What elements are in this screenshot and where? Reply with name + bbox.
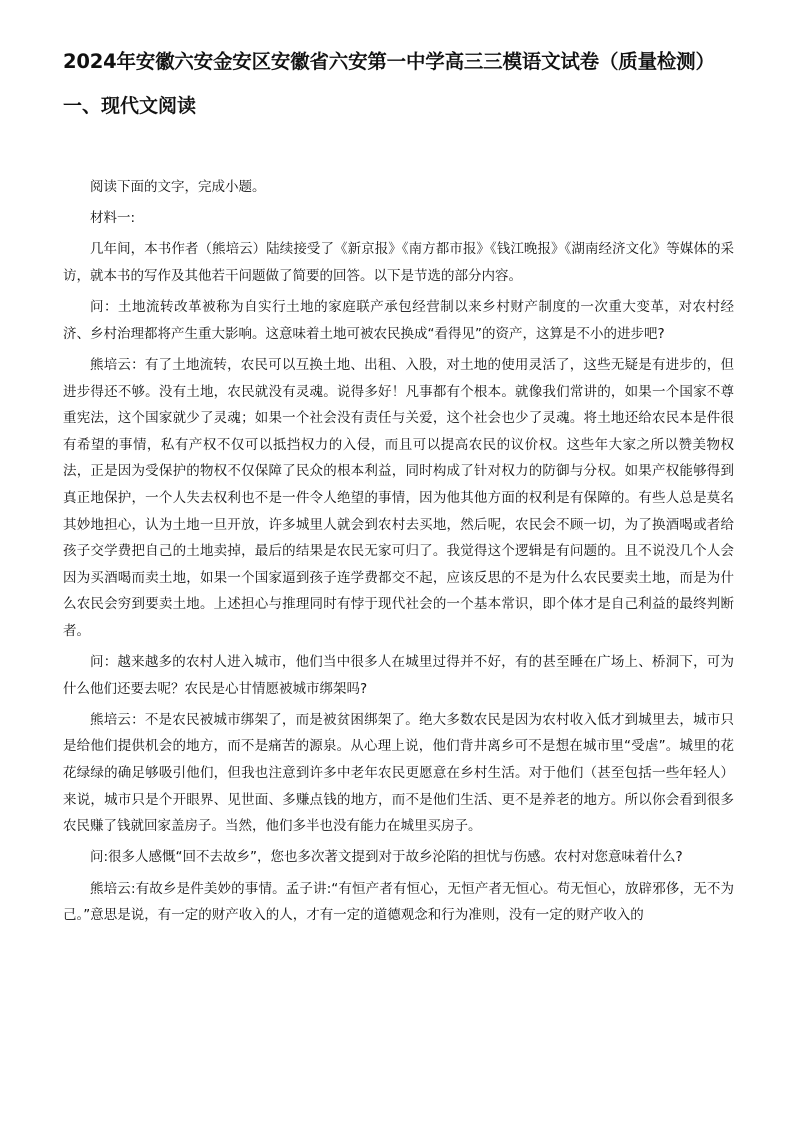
paragraph-instruction: 阅读下面的文字，完成小题。 [90,179,266,195]
page-title: 2024年安徽六安金安区安徽省六安第一中学高三三模语文试卷（质量检测） [63,50,715,73]
paragraph-material-label: 材料一: [90,210,136,227]
passage-body [63,174,734,929]
paragraph-question: 问：越来越多的农村人进入城市，他们当中很多人在城里过得并不好，有的甚至睡在广场上、桥洞下，可为什么他们还要去呢？农民是心甘情愿被城市绑架吗? [63,654,734,697]
section-heading: 一、现代文阅读 [63,95,197,117]
paragraph: 几年间，本书作者（熊培云）陆续接受了《新京报》《南方都市报》《钱江晚报》《湖南经济文化》等媒体的采访，就本书的写作及其他若干问题做了简要的回答。以下是节选的部分内容。 [63,241,734,284]
paragraph-question: 问：土地流转改革被称为自实行土地的家庭联产承包经营制以来乡村财产制度的一次重大变革，对农村经济、乡村治理都将产生重大影响。这意味着土地可被农民换成“看得见”的资产，这算是不小的进步吧? [63,299,734,342]
paragraph-answer: 熊培云：有了土地流转，农民可以互换土地、出租、入股，对土地的使用灵活了，这些无疑是有进步的，但进步得还不够。没有土地，农民就没有灵魂。说得多好！凡事都有个根本。就像我们常讲的，如果一个国家不尊重宪法，这个国家就少了灵魂；如果一个社会没有责任与关爱，这个社会也少了灵魂。将土地还给农民本是件很有希望的事情，私有产权不仅可以抵挡权力的入侵，而且可以提高农民的议价权。这些年大家之所以赞美物权法，正是因为受保护的物权不仅保障了民众的根本利益，同时构成了针对权力的防御与分权。如果产权能够得到真正地保护，一个人失去权利也不是一件令人绝望的事情，因为他其他方面的权利是有保障的。有些人总是莫名其妙地担心，认为土地一旦开放，许多城里人就会到农村去买地，然后呢，农民会不顾一切，为了换酒喝或者给孩子交学费把自己的土地卖掉，最后的结果是农民无家可归了。我觉得这个逻辑是有问题的。且不说没几个人会因为买酒喝而卖土地，如果一个国家逼到孩子连学费都交不起，应该反思的不是为什么农民要卖土地，而是为什么农民会穷到要卖土地。上述担心与推理同时有悖于现代社会的一个基本常识，即个体才是自己利益的最终判断者。 [63,356,734,639]
paragraph-answer: 熊培云:有故乡是件美妙的事情。孟子讲:“有恒产者有恒心，无恒产者无恒心。苟无恒心，放辟邪侈，无不为己。”意思是说，有一定的财产收入的人，才有一定的道德观念和行为准则，没有一定的财产收入的 [63,880,734,924]
paragraph-answer: 熊培云：不是农民被城市绑架了，而是被贫困绑架了。绝大多数农民是因为农村收入低才到城里去，城市只是给他们提供机会的地方，而不是痛苦的源泉。从心理上说，他们背井离乡可不是想在城市里“受虐”。城里的花花绿绿的确足够吸引他们，但我也注意到许多中老年农民更愿意在乡村生活。对于他们（甚至包括一些年轻人）来说，城市只是个开眼界、见世面、多赚点钱的地方，而不是他们生活、更不是养老的地方。所以你会看到很多农民赚了钱就回家盖房子。当然，他们多半也没有能力在城里买房子。 [63,711,734,835]
paragraph-question: 问:很多人感慨“回不去故乡”，您也多次著文提到对于故乡沦陷的担忧与伤感。农村对您意味着什么? [90,849,683,866]
